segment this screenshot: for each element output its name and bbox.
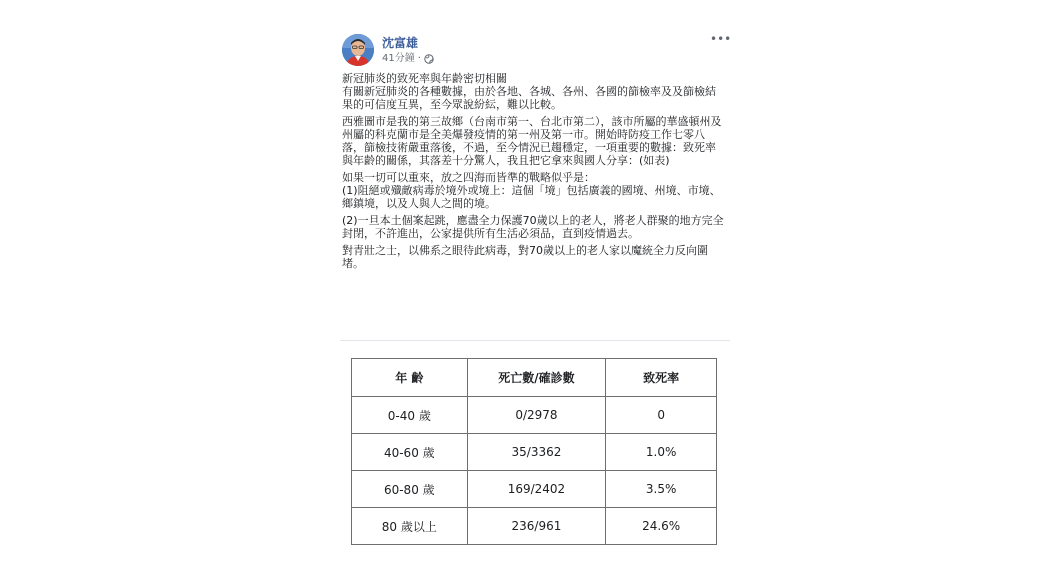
cell-age: 0-40 歲 bbox=[352, 397, 468, 434]
post-header bbox=[342, 34, 732, 68]
cell-deaths-cases: 0/2978 bbox=[467, 397, 606, 434]
cell-deaths-cases: 236/961 bbox=[467, 508, 606, 545]
post-paragraph-1: 新冠肺炎的致死率與年齡密切相關 有關新冠肺炎的各種數據，由於各地、各城、各州、各國的篩檢率及及篩檢結果的可信度互異，至今眾說紛紜，難以比較。 bbox=[342, 72, 716, 111]
post-meta bbox=[382, 53, 434, 65]
post-attached-image[interactable] bbox=[351, 358, 717, 545]
avatar[interactable] bbox=[342, 34, 374, 66]
post-paragraph-5: 對青壯之士，以佛系之眼待此病毒，對70歲以上的老人家以魔統全力反向圍堵。 bbox=[342, 244, 708, 270]
table-row bbox=[352, 397, 717, 434]
cell-deaths-cases: 169/2402 bbox=[467, 471, 606, 508]
cell-fatality-rate: 24.6% bbox=[606, 508, 717, 545]
more-options-icon[interactable]: ••• bbox=[710, 32, 732, 46]
header-fatality-rate: 致死率 bbox=[606, 359, 717, 397]
facebook-post bbox=[332, 28, 732, 565]
post-timestamp[interactable]: 41分鐘 bbox=[382, 53, 415, 64]
cell-deaths-cases: 35/3362 bbox=[467, 434, 606, 471]
post-paragraph-2: 西雅圖市是我的第三故鄉（台南市第一、台北市第二），該市所屬的華盛頓州及州屬的科克蘭市是全美爆發疫情的第一州及第一市。開始時防疫工作七零八落，篩檢技術嚴重落後，不過，至今情況已趨穩定，一項重要的數據：致死率與年齡的關係，其落差十分驚人，我且把它拿來與國人分享：(如表) bbox=[342, 115, 722, 167]
post-divider bbox=[340, 340, 730, 341]
post-paragraph-4: (2)一旦本土個案起跳，應盡全力保護70歲以上的老人，將老人群聚的地方完全封閉，不許進出，公家提供所有生活必須品，直到疫情過去。 bbox=[342, 214, 724, 240]
post-paragraph-3: 如果一切可以重來，放之四海而皆準的戰略似乎是： (1)阻絕或殲敵病毒於境外或境上：這個「境」包括廣義的國境、州境、市境、鄉鎮境，以及人與人之間的境。 bbox=[342, 171, 721, 210]
cell-fatality-rate: 3.5% bbox=[606, 471, 717, 508]
header-age: 年 齡 bbox=[352, 359, 468, 397]
meta-separator: · bbox=[417, 53, 421, 64]
globe-icon[interactable] bbox=[424, 54, 434, 64]
post-text bbox=[342, 72, 726, 274]
cell-age: 80 歲以上 bbox=[352, 508, 468, 545]
cell-fatality-rate: 0 bbox=[606, 397, 717, 434]
author-name-link[interactable]: 沈富雄 bbox=[382, 36, 419, 50]
cell-age: 60-80 歲 bbox=[352, 471, 468, 508]
fatality-table bbox=[351, 358, 717, 545]
cell-fatality-rate: 1.0% bbox=[606, 434, 717, 471]
header-deaths-cases: 死亡數/確診數 bbox=[467, 359, 606, 397]
table-row bbox=[352, 434, 717, 471]
table-row bbox=[352, 471, 717, 508]
avatar-photo bbox=[342, 34, 374, 66]
cell-age: 40-60 歲 bbox=[352, 434, 468, 471]
table-row bbox=[352, 508, 717, 545]
table-header-row bbox=[352, 359, 717, 397]
